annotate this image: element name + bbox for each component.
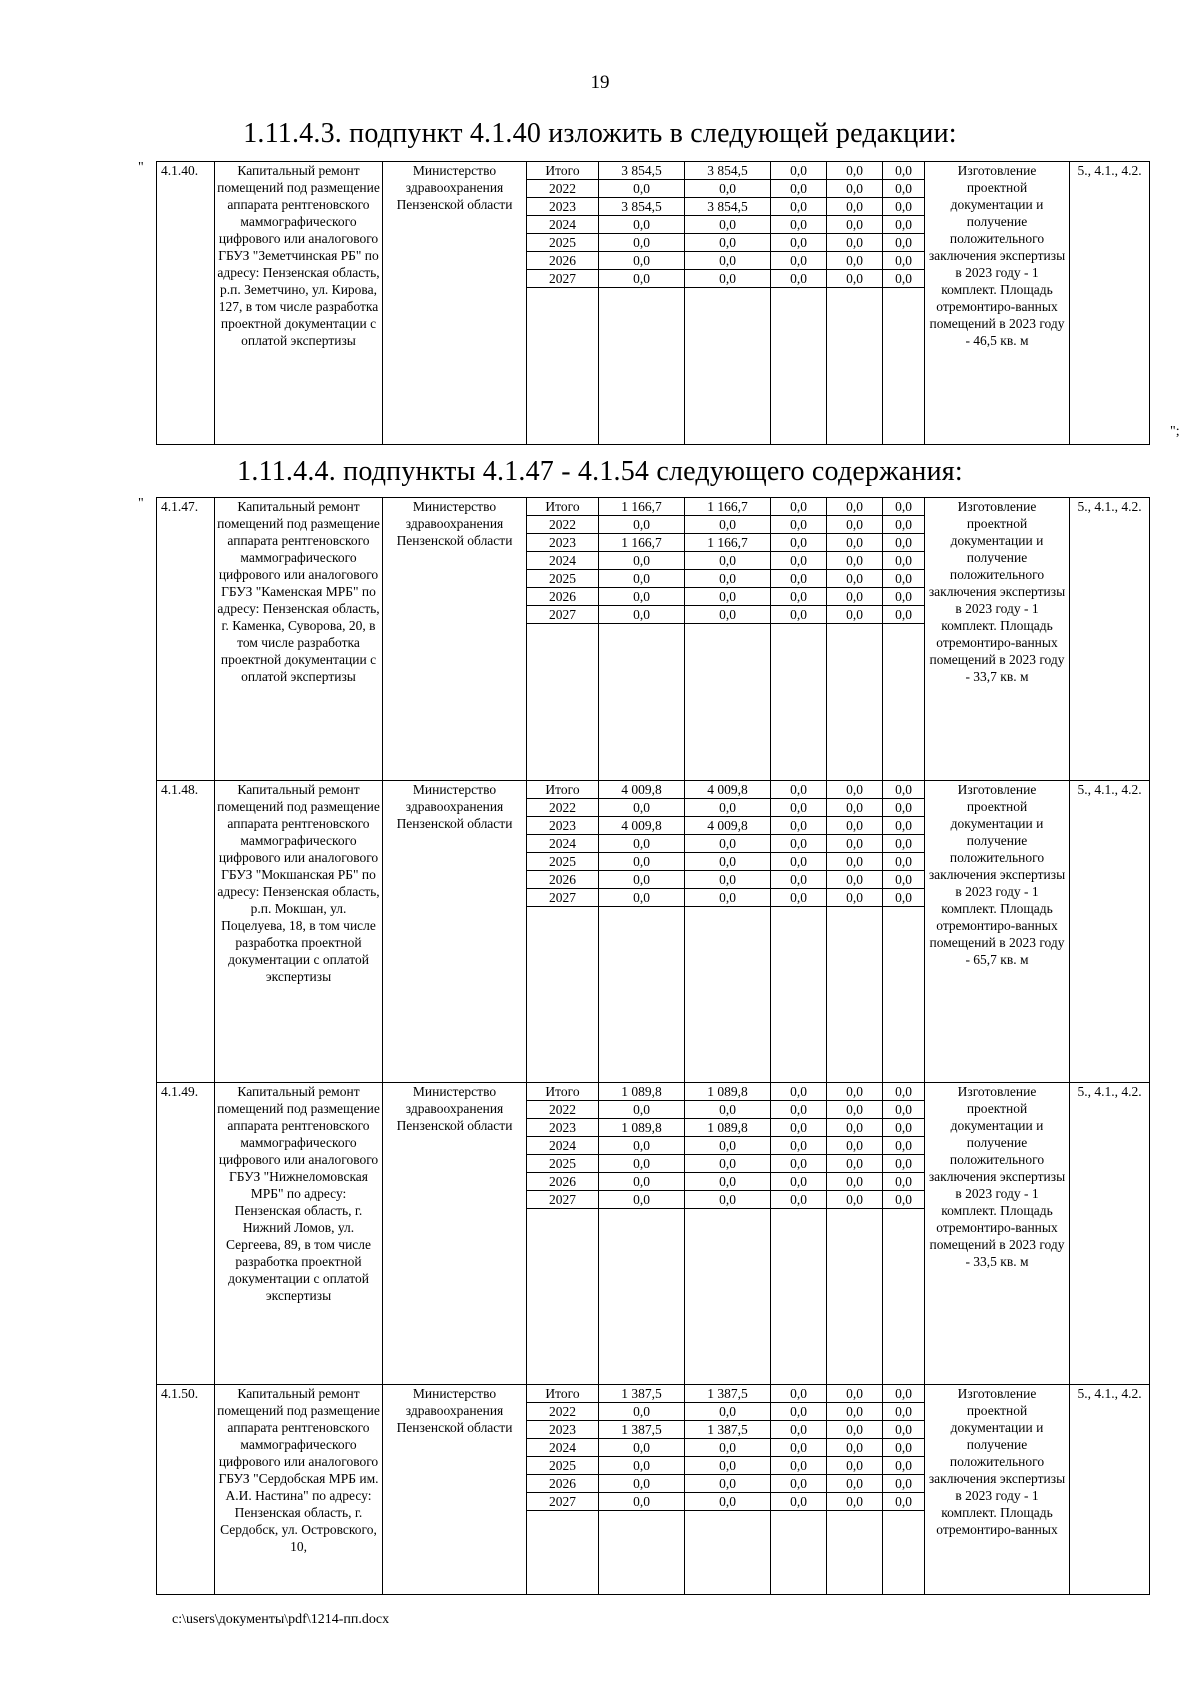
value-cell: 0,0 bbox=[685, 1191, 771, 1209]
filler-cell bbox=[685, 288, 771, 445]
year-cell: Итого bbox=[527, 1083, 599, 1101]
value-cell: 0,0 bbox=[685, 1137, 771, 1155]
value-cell: 0,0 bbox=[771, 1101, 827, 1119]
value-cell: 0,0 bbox=[827, 835, 883, 853]
filler-cell bbox=[527, 1511, 599, 1595]
item-link: 5., 4.1., 4.2. bbox=[1070, 781, 1150, 1083]
year-cell: 2023 bbox=[527, 1119, 599, 1137]
item-description: Капитальный ремонт помещений под размещение аппарата рентгеновского маммографического цифрового или аналогового ГБУЗ "Мокшанская РБ" по адресу: Пензенская область, р.п. Мокшан, ул. Поцелуева, 18, в том числе разработка проектной документации с оплатой экспертизы bbox=[215, 781, 383, 1083]
value-cell: 4 009,8 bbox=[685, 781, 771, 799]
table-subitems-4-1-47-54 bbox=[156, 497, 1150, 1595]
filler-cell bbox=[599, 288, 685, 445]
value-cell: 0,0 bbox=[827, 799, 883, 817]
filler-cell bbox=[527, 624, 599, 781]
value-cell: 0,0 bbox=[827, 1101, 883, 1119]
item-description: Капитальный ремонт помещений под размещение аппарата рентгеновского маммографического цифрового или аналогового ГБУЗ "Сердобская МРБ им. А.И. Настина" по адресу: Пензенская область, г. Сердобск, ул. Островского, 10, bbox=[215, 1385, 383, 1595]
value-cell: 0,0 bbox=[771, 588, 827, 606]
item-executor: Министерство здравоохранения Пензенской области bbox=[383, 781, 527, 1083]
value-cell: 0,0 bbox=[883, 1137, 925, 1155]
value-cell: 0,0 bbox=[883, 1155, 925, 1173]
value-cell: 0,0 bbox=[883, 1173, 925, 1191]
value-cell: 0,0 bbox=[771, 1403, 827, 1421]
value-cell: 0,0 bbox=[771, 1173, 827, 1191]
value-cell: 0,0 bbox=[883, 162, 925, 180]
filler-cell bbox=[883, 907, 925, 1083]
value-cell: 0,0 bbox=[599, 835, 685, 853]
filler-cell bbox=[883, 624, 925, 781]
value-cell: 0,0 bbox=[883, 180, 925, 198]
value-cell: 0,0 bbox=[827, 1439, 883, 1457]
value-cell: 0,0 bbox=[771, 516, 827, 534]
value-cell: 0,0 bbox=[599, 1475, 685, 1493]
value-cell: 0,0 bbox=[827, 1403, 883, 1421]
value-cell: 0,0 bbox=[599, 1191, 685, 1209]
value-cell: 4 009,8 bbox=[599, 817, 685, 835]
value-cell: 0,0 bbox=[685, 180, 771, 198]
value-cell: 0,0 bbox=[771, 198, 827, 216]
year-cell: Итого bbox=[527, 1385, 599, 1403]
value-cell: 0,0 bbox=[883, 552, 925, 570]
value-cell: 1 089,8 bbox=[685, 1119, 771, 1137]
value-cell: 0,0 bbox=[827, 588, 883, 606]
value-cell: 0,0 bbox=[827, 570, 883, 588]
value-cell: 1 166,7 bbox=[599, 498, 685, 516]
value-cell: 3 854,5 bbox=[685, 198, 771, 216]
value-cell: 0,0 bbox=[827, 1191, 883, 1209]
filler-cell bbox=[827, 907, 883, 1083]
value-cell: 0,0 bbox=[827, 817, 883, 835]
year-cell: Итого bbox=[527, 498, 599, 516]
value-cell: 0,0 bbox=[685, 606, 771, 624]
year-cell: 2025 bbox=[527, 570, 599, 588]
value-cell: 0,0 bbox=[883, 270, 925, 288]
value-cell: 0,0 bbox=[685, 1439, 771, 1457]
value-cell: 0,0 bbox=[771, 853, 827, 871]
value-cell: 0,0 bbox=[685, 889, 771, 907]
page-number: 19 bbox=[590, 72, 610, 93]
table-row bbox=[157, 162, 1150, 180]
item-result: Изготовление проектной документации и получение положительного заключения экспертизы в 2023 году - 1 комплект. Площадь отремонтиро-ванных помещений в 2023 году - 46,5 кв. м bbox=[925, 162, 1070, 445]
value-cell: 0,0 bbox=[827, 1137, 883, 1155]
item-description: Капитальный ремонт помещений под размещение аппарата рентгеновского маммографического цифрового или аналогового ГБУЗ "Каменская МРБ" по адресу: Пензенская область, г. Каменка, Суворова, 20, в том числе разработка проектной документации с оплатой экспертизы bbox=[215, 498, 383, 781]
item-executor: Министерство здравоохранения Пензенской области bbox=[383, 1385, 527, 1595]
value-cell: 0,0 bbox=[599, 853, 685, 871]
value-cell: 3 854,5 bbox=[599, 198, 685, 216]
filler-cell bbox=[685, 1209, 771, 1385]
year-cell: 2027 bbox=[527, 889, 599, 907]
value-cell: 0,0 bbox=[685, 270, 771, 288]
value-cell: 0,0 bbox=[771, 1119, 827, 1137]
year-cell: 2024 bbox=[527, 1439, 599, 1457]
table-row bbox=[157, 1385, 1150, 1403]
value-cell: 0,0 bbox=[685, 1155, 771, 1173]
value-cell: 1 387,5 bbox=[599, 1385, 685, 1403]
value-cell: 0,0 bbox=[771, 1385, 827, 1403]
table-subitem-4-1-40 bbox=[156, 161, 1150, 445]
value-cell: 0,0 bbox=[827, 216, 883, 234]
value-cell: 0,0 bbox=[599, 1439, 685, 1457]
value-cell: 0,0 bbox=[883, 198, 925, 216]
value-cell: 0,0 bbox=[685, 799, 771, 817]
value-cell: 0,0 bbox=[771, 799, 827, 817]
item-link: 5., 4.1., 4.2. bbox=[1070, 498, 1150, 781]
year-cell: 2025 bbox=[527, 1155, 599, 1173]
value-cell: 0,0 bbox=[685, 234, 771, 252]
value-cell: 0,0 bbox=[771, 871, 827, 889]
value-cell: 0,0 bbox=[771, 781, 827, 799]
filler-cell bbox=[771, 1209, 827, 1385]
value-cell: 0,0 bbox=[827, 180, 883, 198]
filler-cell bbox=[527, 907, 599, 1083]
value-cell: 0,0 bbox=[771, 1493, 827, 1511]
value-cell: 0,0 bbox=[599, 270, 685, 288]
item-executor: Министерство здравоохранения Пензенской области bbox=[383, 1083, 527, 1385]
value-cell: 0,0 bbox=[827, 889, 883, 907]
year-cell: 2024 bbox=[527, 835, 599, 853]
value-cell: 0,0 bbox=[771, 1457, 827, 1475]
value-cell: 1 166,7 bbox=[685, 498, 771, 516]
year-cell: 2025 bbox=[527, 853, 599, 871]
value-cell: 0,0 bbox=[883, 234, 925, 252]
value-cell: 0,0 bbox=[771, 216, 827, 234]
value-cell: 0,0 bbox=[771, 252, 827, 270]
year-cell: 2025 bbox=[527, 234, 599, 252]
year-cell: 2022 bbox=[527, 799, 599, 817]
value-cell: 0,0 bbox=[827, 871, 883, 889]
year-cell: 2026 bbox=[527, 1475, 599, 1493]
value-cell: 0,0 bbox=[685, 853, 771, 871]
value-cell: 0,0 bbox=[883, 570, 925, 588]
value-cell: 0,0 bbox=[599, 1173, 685, 1191]
value-cell: 0,0 bbox=[685, 570, 771, 588]
year-cell: 2023 bbox=[527, 198, 599, 216]
year-cell: 2027 bbox=[527, 1191, 599, 1209]
item-result: Изготовление проектной документации и получение положительного заключения экспертизы в 2023 году - 1 комплект. Площадь отремонтиро-ванных bbox=[925, 1385, 1070, 1595]
value-cell: 0,0 bbox=[883, 1403, 925, 1421]
value-cell: 0,0 bbox=[685, 552, 771, 570]
value-cell: 0,0 bbox=[771, 270, 827, 288]
value-cell: 4 009,8 bbox=[599, 781, 685, 799]
value-cell: 4 009,8 bbox=[685, 817, 771, 835]
value-cell: 0,0 bbox=[883, 781, 925, 799]
value-cell: 0,0 bbox=[599, 1101, 685, 1119]
item-number: 4.1.50. bbox=[157, 1385, 215, 1595]
value-cell: 0,0 bbox=[599, 234, 685, 252]
filler-cell bbox=[599, 1209, 685, 1385]
filler-cell bbox=[883, 288, 925, 445]
value-cell: 0,0 bbox=[685, 216, 771, 234]
filler-cell bbox=[599, 907, 685, 1083]
year-cell: 2022 bbox=[527, 1101, 599, 1119]
filler-cell bbox=[599, 1511, 685, 1595]
value-cell: 0,0 bbox=[599, 1403, 685, 1421]
item-link: 5., 4.1., 4.2. bbox=[1070, 1385, 1150, 1595]
item-description: Капитальный ремонт помещений под размещение аппарата рентгеновского маммографического цифрового или аналогового ГБУЗ "Нижнеломовская МРБ" по адресу: Пензенская область, г. Нижний Ломов, ул. Сергеева, 89, в том числе разработка проектной документации с оплатой экспертизы bbox=[215, 1083, 383, 1385]
value-cell: 0,0 bbox=[827, 270, 883, 288]
value-cell: 0,0 bbox=[685, 835, 771, 853]
item-executor: Министерство здравоохранения Пензенской области bbox=[383, 162, 527, 445]
filler-cell bbox=[827, 624, 883, 781]
value-cell: 0,0 bbox=[599, 1137, 685, 1155]
value-cell: 0,0 bbox=[827, 162, 883, 180]
item-executor: Министерство здравоохранения Пензенской области bbox=[383, 498, 527, 781]
value-cell: 0,0 bbox=[883, 1191, 925, 1209]
heading-subitems-4-1-47-54: 1.11.4.4. подпункты 4.1.47 - 4.1.54 следующего содержания: bbox=[237, 456, 963, 487]
filler-cell bbox=[685, 624, 771, 781]
value-cell: 0,0 bbox=[599, 180, 685, 198]
value-cell: 0,0 bbox=[827, 606, 883, 624]
opening-quote: " bbox=[138, 160, 144, 175]
value-cell: 1 166,7 bbox=[599, 534, 685, 552]
year-cell: 2024 bbox=[527, 216, 599, 234]
heading-subitem-4-1-40: 1.11.4.3. подпункт 4.1.40 изложить в следующей редакции: bbox=[243, 118, 957, 149]
value-cell: 0,0 bbox=[771, 1191, 827, 1209]
filler-cell bbox=[771, 907, 827, 1083]
value-cell: 0,0 bbox=[827, 1155, 883, 1173]
item-number: 4.1.48. bbox=[157, 781, 215, 1083]
filler-cell bbox=[527, 1209, 599, 1385]
table-row bbox=[157, 781, 1150, 799]
value-cell: 0,0 bbox=[599, 889, 685, 907]
value-cell: 0,0 bbox=[771, 162, 827, 180]
value-cell: 0,0 bbox=[827, 853, 883, 871]
year-cell: 2027 bbox=[527, 270, 599, 288]
filler-cell bbox=[827, 1511, 883, 1595]
value-cell: 0,0 bbox=[599, 799, 685, 817]
value-cell: 0,0 bbox=[771, 534, 827, 552]
value-cell: 0,0 bbox=[883, 1083, 925, 1101]
year-cell: 2023 bbox=[527, 1421, 599, 1439]
year-cell: 2027 bbox=[527, 1493, 599, 1511]
closing-quote: "; bbox=[1170, 424, 1180, 439]
filler-cell bbox=[883, 1511, 925, 1595]
item-description: Капитальный ремонт помещений под размещение аппарата рентгеновского маммографического цифрового или аналогового ГБУЗ "Земетчинская РБ" по адресу: Пензенская область, р.п. Земетчино, ул. Кирова, 127, в том числе разработка проектной документации с оплатой экспертизы bbox=[215, 162, 383, 445]
value-cell: 0,0 bbox=[883, 1421, 925, 1439]
year-cell: 2024 bbox=[527, 1137, 599, 1155]
value-cell: 0,0 bbox=[685, 1493, 771, 1511]
year-cell: 2023 bbox=[527, 534, 599, 552]
value-cell: 0,0 bbox=[771, 835, 827, 853]
value-cell: 0,0 bbox=[827, 498, 883, 516]
value-cell: 0,0 bbox=[883, 1475, 925, 1493]
item-result: Изготовление проектной документации и получение положительного заключения экспертизы в 2023 году - 1 комплект. Площадь отремонтиро-ванных помещений в 2023 году - 33,7 кв. м bbox=[925, 498, 1070, 781]
year-cell: 2025 bbox=[527, 1457, 599, 1475]
year-cell: Итого bbox=[527, 781, 599, 799]
value-cell: 0,0 bbox=[771, 180, 827, 198]
value-cell: 1 089,8 bbox=[599, 1083, 685, 1101]
value-cell: 0,0 bbox=[599, 1155, 685, 1173]
value-cell: 0,0 bbox=[883, 853, 925, 871]
value-cell: 0,0 bbox=[827, 1475, 883, 1493]
value-cell: 0,0 bbox=[827, 1173, 883, 1191]
item-result: Изготовление проектной документации и получение положительного заключения экспертизы в 2023 году - 1 комплект. Площадь отремонтиро-ванных помещений в 2023 году - 65,7 кв. м bbox=[925, 781, 1070, 1083]
value-cell: 0,0 bbox=[883, 1119, 925, 1137]
value-cell: 0,0 bbox=[599, 570, 685, 588]
value-cell: 0,0 bbox=[599, 216, 685, 234]
table2-body bbox=[157, 498, 1150, 1595]
item-link: 5., 4.1., 4.2. bbox=[1070, 1083, 1150, 1385]
filler-cell bbox=[527, 288, 599, 445]
value-cell: 0,0 bbox=[685, 871, 771, 889]
value-cell: 0,0 bbox=[883, 835, 925, 853]
value-cell: 0,0 bbox=[883, 1457, 925, 1475]
value-cell: 0,0 bbox=[599, 606, 685, 624]
table-row bbox=[157, 498, 1150, 516]
value-cell: 0,0 bbox=[599, 252, 685, 270]
value-cell: 0,0 bbox=[771, 889, 827, 907]
value-cell: 0,0 bbox=[827, 516, 883, 534]
value-cell: 0,0 bbox=[771, 1475, 827, 1493]
value-cell: 0,0 bbox=[685, 1173, 771, 1191]
value-cell: 0,0 bbox=[685, 588, 771, 606]
value-cell: 0,0 bbox=[685, 1403, 771, 1421]
value-cell: 0,0 bbox=[685, 516, 771, 534]
value-cell: 0,0 bbox=[685, 252, 771, 270]
filler-cell bbox=[883, 1209, 925, 1385]
value-cell: 0,0 bbox=[685, 1475, 771, 1493]
item-number: 4.1.47. bbox=[157, 498, 215, 781]
value-cell: 0,0 bbox=[883, 534, 925, 552]
value-cell: 0,0 bbox=[883, 606, 925, 624]
value-cell: 0,0 bbox=[827, 1457, 883, 1475]
value-cell: 0,0 bbox=[827, 1421, 883, 1439]
value-cell: 1 166,7 bbox=[685, 534, 771, 552]
value-cell: 0,0 bbox=[827, 198, 883, 216]
filler-cell bbox=[827, 288, 883, 445]
year-cell: 2022 bbox=[527, 180, 599, 198]
value-cell: 0,0 bbox=[883, 799, 925, 817]
value-cell: 0,0 bbox=[771, 234, 827, 252]
value-cell: 0,0 bbox=[599, 1457, 685, 1475]
table-row bbox=[157, 1083, 1150, 1101]
value-cell: 0,0 bbox=[883, 498, 925, 516]
value-cell: 0,0 bbox=[771, 1439, 827, 1457]
value-cell: 0,0 bbox=[771, 1083, 827, 1101]
value-cell: 0,0 bbox=[883, 1101, 925, 1119]
value-cell: 0,0 bbox=[771, 570, 827, 588]
filler-cell bbox=[599, 624, 685, 781]
value-cell: 0,0 bbox=[883, 1385, 925, 1403]
value-cell: 0,0 bbox=[883, 871, 925, 889]
table1-body bbox=[157, 162, 1150, 445]
year-cell: 2022 bbox=[527, 1403, 599, 1421]
value-cell: 0,0 bbox=[771, 1137, 827, 1155]
year-cell: 2023 bbox=[527, 817, 599, 835]
value-cell: 0,0 bbox=[883, 588, 925, 606]
value-cell: 0,0 bbox=[827, 781, 883, 799]
value-cell: 0,0 bbox=[827, 552, 883, 570]
value-cell: 0,0 bbox=[827, 234, 883, 252]
value-cell: 0,0 bbox=[771, 552, 827, 570]
value-cell: 0,0 bbox=[883, 252, 925, 270]
year-cell: 2027 bbox=[527, 606, 599, 624]
value-cell: 0,0 bbox=[685, 1101, 771, 1119]
value-cell: 0,0 bbox=[685, 1457, 771, 1475]
item-number: 4.1.49. bbox=[157, 1083, 215, 1385]
filler-cell bbox=[685, 1511, 771, 1595]
year-cell: 2022 bbox=[527, 516, 599, 534]
year-cell: Итого bbox=[527, 162, 599, 180]
value-cell: 1 089,8 bbox=[599, 1119, 685, 1137]
value-cell: 0,0 bbox=[599, 588, 685, 606]
value-cell: 0,0 bbox=[883, 889, 925, 907]
year-cell: 2024 bbox=[527, 552, 599, 570]
filler-cell bbox=[771, 288, 827, 445]
value-cell: 1 089,8 bbox=[685, 1083, 771, 1101]
year-cell: 2026 bbox=[527, 252, 599, 270]
file-path-footer: c:\users\документы\pdf\1214-пп.docx bbox=[172, 1612, 390, 1627]
value-cell: 0,0 bbox=[827, 1083, 883, 1101]
item-link: 5., 4.1., 4.2. bbox=[1070, 162, 1150, 445]
value-cell: 0,0 bbox=[771, 1155, 827, 1173]
item-number: 4.1.40. bbox=[157, 162, 215, 445]
value-cell: 1 387,5 bbox=[685, 1385, 771, 1403]
filler-cell bbox=[827, 1209, 883, 1385]
value-cell: 3 854,5 bbox=[599, 162, 685, 180]
value-cell: 0,0 bbox=[771, 606, 827, 624]
value-cell: 0,0 bbox=[827, 252, 883, 270]
value-cell: 0,0 bbox=[883, 216, 925, 234]
value-cell: 0,0 bbox=[771, 498, 827, 516]
value-cell: 0,0 bbox=[771, 817, 827, 835]
year-cell: 2026 bbox=[527, 871, 599, 889]
value-cell: 0,0 bbox=[827, 534, 883, 552]
value-cell: 1 387,5 bbox=[685, 1421, 771, 1439]
value-cell: 0,0 bbox=[883, 817, 925, 835]
year-cell: 2026 bbox=[527, 588, 599, 606]
value-cell: 0,0 bbox=[771, 1421, 827, 1439]
year-cell: 2026 bbox=[527, 1173, 599, 1191]
value-cell: 0,0 bbox=[827, 1119, 883, 1137]
value-cell: 0,0 bbox=[599, 871, 685, 889]
value-cell: 0,0 bbox=[599, 552, 685, 570]
filler-cell bbox=[771, 624, 827, 781]
value-cell: 3 854,5 bbox=[685, 162, 771, 180]
value-cell: 0,0 bbox=[883, 1493, 925, 1511]
item-result: Изготовление проектной документации и получение положительного заключения экспертизы в 2023 году - 1 комплект. Площадь отремонтиро-ванных помещений в 2023 году - 33,5 кв. м bbox=[925, 1083, 1070, 1385]
opening-quote-2: " bbox=[138, 496, 144, 511]
filler-cell bbox=[685, 907, 771, 1083]
value-cell: 0,0 bbox=[883, 1439, 925, 1457]
value-cell: 1 387,5 bbox=[599, 1421, 685, 1439]
value-cell: 0,0 bbox=[827, 1385, 883, 1403]
value-cell: 0,0 bbox=[599, 1493, 685, 1511]
value-cell: 0,0 bbox=[883, 516, 925, 534]
value-cell: 0,0 bbox=[827, 1493, 883, 1511]
value-cell: 0,0 bbox=[599, 516, 685, 534]
filler-cell bbox=[771, 1511, 827, 1595]
